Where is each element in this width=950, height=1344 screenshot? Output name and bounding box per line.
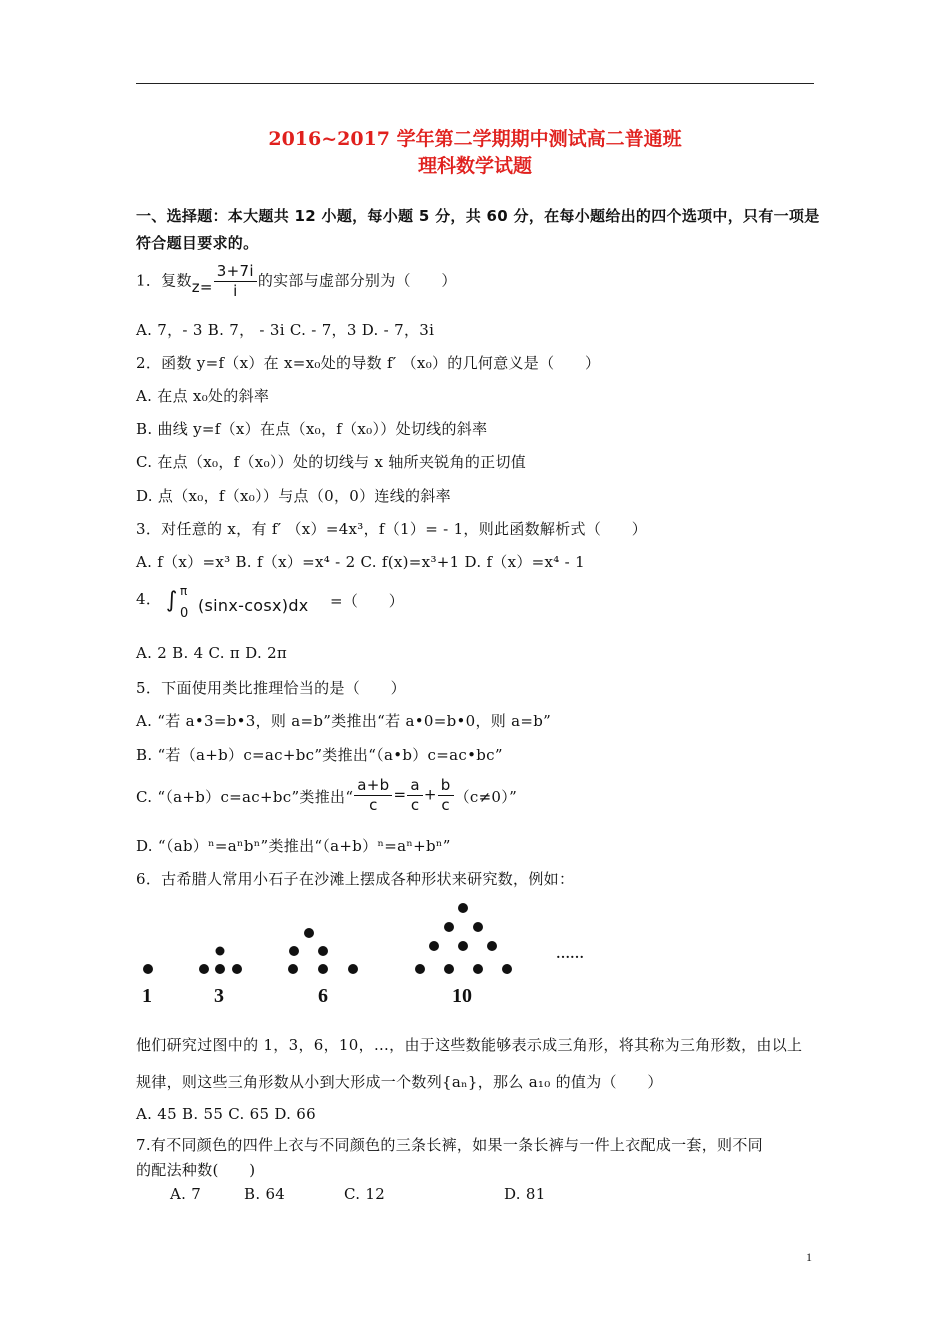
stone-dot <box>415 964 425 974</box>
q5-c-suffix: （c≠0）” <box>454 787 518 806</box>
stone-dot <box>215 964 225 974</box>
q2-option-b: B. 曲线 y=f（x）在点（x₀，f（x₀））处切线的斜率 <box>136 420 488 438</box>
question-1 <box>136 262 457 301</box>
stone-dot <box>473 964 483 974</box>
q7-option-b: B. 64 <box>244 1185 286 1203</box>
integral-upper-limit: π <box>180 584 188 598</box>
q2-option-a: A. 在点 x₀处的斜率 <box>136 387 270 405</box>
stone-dot <box>232 964 242 974</box>
stone-dot <box>458 941 468 951</box>
question-4 <box>136 584 405 624</box>
figure-label: 1 <box>142 985 152 1007</box>
stone-dot <box>487 941 497 951</box>
question-5: 5．下面使用类比推理恰当的是（ ） <box>136 679 406 697</box>
stone-dot <box>288 964 298 974</box>
stone-dot <box>318 964 328 974</box>
q5-option-c: C. “（a+b）c=ac+bc”类推出“ $\frac{a+b}{c}$ = $\frac{a}{c}$ + $\frac{b}{c}$ （c≠0）” <box>136 776 518 814</box>
stone-dot <box>304 928 314 938</box>
triangular-numbers-figure <box>136 896 616 1008</box>
q4-suffix: =（ ） <box>330 592 405 610</box>
q1-frac-num: 3+7i <box>214 262 257 282</box>
stone-dot <box>348 964 358 974</box>
stone-dot <box>289 946 299 956</box>
figure-label: 6 <box>318 985 328 1007</box>
stone-dot <box>143 964 153 974</box>
q7-option-c: C. 12 <box>344 1185 386 1203</box>
integral-lower-limit: 0 <box>180 606 189 621</box>
q1-z-eq: z= <box>191 277 213 296</box>
stone-dot <box>444 964 454 974</box>
question-3: 3．对任意的 x，有 f′ （x）=4x³，f（1）= - 1，则此函数解析式（ ） <box>136 520 648 538</box>
q5-option-d: D. “（ab）ⁿ=aⁿbⁿ”类推出“（a+b）ⁿ=aⁿ+bⁿ” <box>136 837 451 855</box>
stone-dot <box>199 964 209 974</box>
q1-frac-den: i <box>233 282 238 300</box>
question-2: 2．函数 y=f（x）在 x=x₀处的导数 f′ （x₀）的几何意义是（ ） <box>136 354 601 372</box>
q5-fraction-1 <box>354 776 392 815</box>
integrand: (sinx-cosx)dx <box>198 596 309 615</box>
q3-options: A. f（x）=x³ B. f（x）=x⁴ - 2 C. f(x)=x³+1 D. f（x）=x⁴ - 1 <box>136 553 585 571</box>
q2-option-d: D. 点（x₀，f（x₀））与点（0，0）连线的斜率 <box>136 487 451 505</box>
q2-option-c: C. 在点（x₀，f（x₀））处的切线与 x 轴所夹锐角的正切值 <box>136 453 527 471</box>
q6-paragraph-line2: 规律，则这些三角形数从小到大形成一个数列{aₙ}，那么 a₁₀ 的值为（ ） <box>136 1073 663 1091</box>
header-rule <box>136 83 814 84</box>
q1-prefix: 1．复数 <box>136 271 192 290</box>
q1-options: A. 7，- 3 B. 7， - 3i C. - 7，3 D. - 7，3i <box>136 321 435 339</box>
question-7: 7.有不同颜色的四件上衣与不同颜色的三条长裤，如果一条长裤与一件上衣配成一套，则不同 <box>136 1136 763 1154</box>
q6-options: A. 45 B. 55 C. 65 D. 66 <box>136 1105 316 1123</box>
frac2-num: a <box>407 776 423 796</box>
q1-fraction <box>214 262 257 301</box>
q5-fraction-2 <box>407 776 423 815</box>
stone-dot <box>429 941 439 951</box>
stone-dot <box>473 922 483 932</box>
q7-option-a: A. 7 <box>170 1185 202 1203</box>
question-7-cont: 的配法种数( ) <box>136 1161 256 1179</box>
stone-dot <box>318 946 328 956</box>
stone-dot <box>502 964 512 974</box>
q4-options: A. 2 B. 4 C. π D. 2π <box>136 644 288 662</box>
q6-paragraph-line1: 他们研究过图中的 1，3，6，10，…，由于这些数能够表示成三角形，将其称为三角形数，由以上 <box>136 1036 803 1054</box>
stone-dot <box>216 947 225 956</box>
q7-option-d: D. 81 <box>504 1185 546 1203</box>
q5-option-b: B. “若（a+b）c=ac+bc”类推出“（a•b）c=ac•bc” <box>136 746 503 764</box>
q5-c-prefix: C. “（a+b）c=ac+bc”类推出“ <box>136 787 354 806</box>
section-heading: 一、选择题：本大题共 12 小题，每小题 5 分，共 60 分，在每小题给出的四个选项中，只有一项是 <box>136 207 820 225</box>
exam-subtitle: 理科数学试题 <box>417 155 532 177</box>
integral-sign: ∫ <box>166 588 178 613</box>
stone-dot <box>458 903 468 913</box>
section-heading-cont: 符合题目要求的。 <box>136 234 259 252</box>
figure-label: 10 <box>452 985 472 1007</box>
stone-dot <box>444 922 454 932</box>
frac2-den: c <box>410 796 420 814</box>
frac1-num: a+b <box>354 776 392 796</box>
frac3-num: b <box>438 776 454 796</box>
q1-suffix: 的实部与虚部分别为（ ） <box>257 271 457 290</box>
question-6: 6．古希腊人常用小石子在沙滩上摆成各种形状来研究数，例如： <box>136 870 575 888</box>
figure-ellipsis: …… <box>556 947 584 962</box>
figure-label: 3 <box>214 985 224 1007</box>
page-number: 1 <box>806 1250 812 1264</box>
q4-number: 4． <box>136 590 162 608</box>
q5-fraction-3 <box>438 776 454 815</box>
frac1-den: c <box>369 796 378 814</box>
exam-title: 2016~2017 学年第二学期期中测试高二普通班 <box>268 128 682 150</box>
frac3-den: c <box>441 796 450 814</box>
q5-option-a: A. “若 a•3=b•3，则 a=b”类推出“若 a•0=b•0，则 a=b” <box>136 712 552 730</box>
